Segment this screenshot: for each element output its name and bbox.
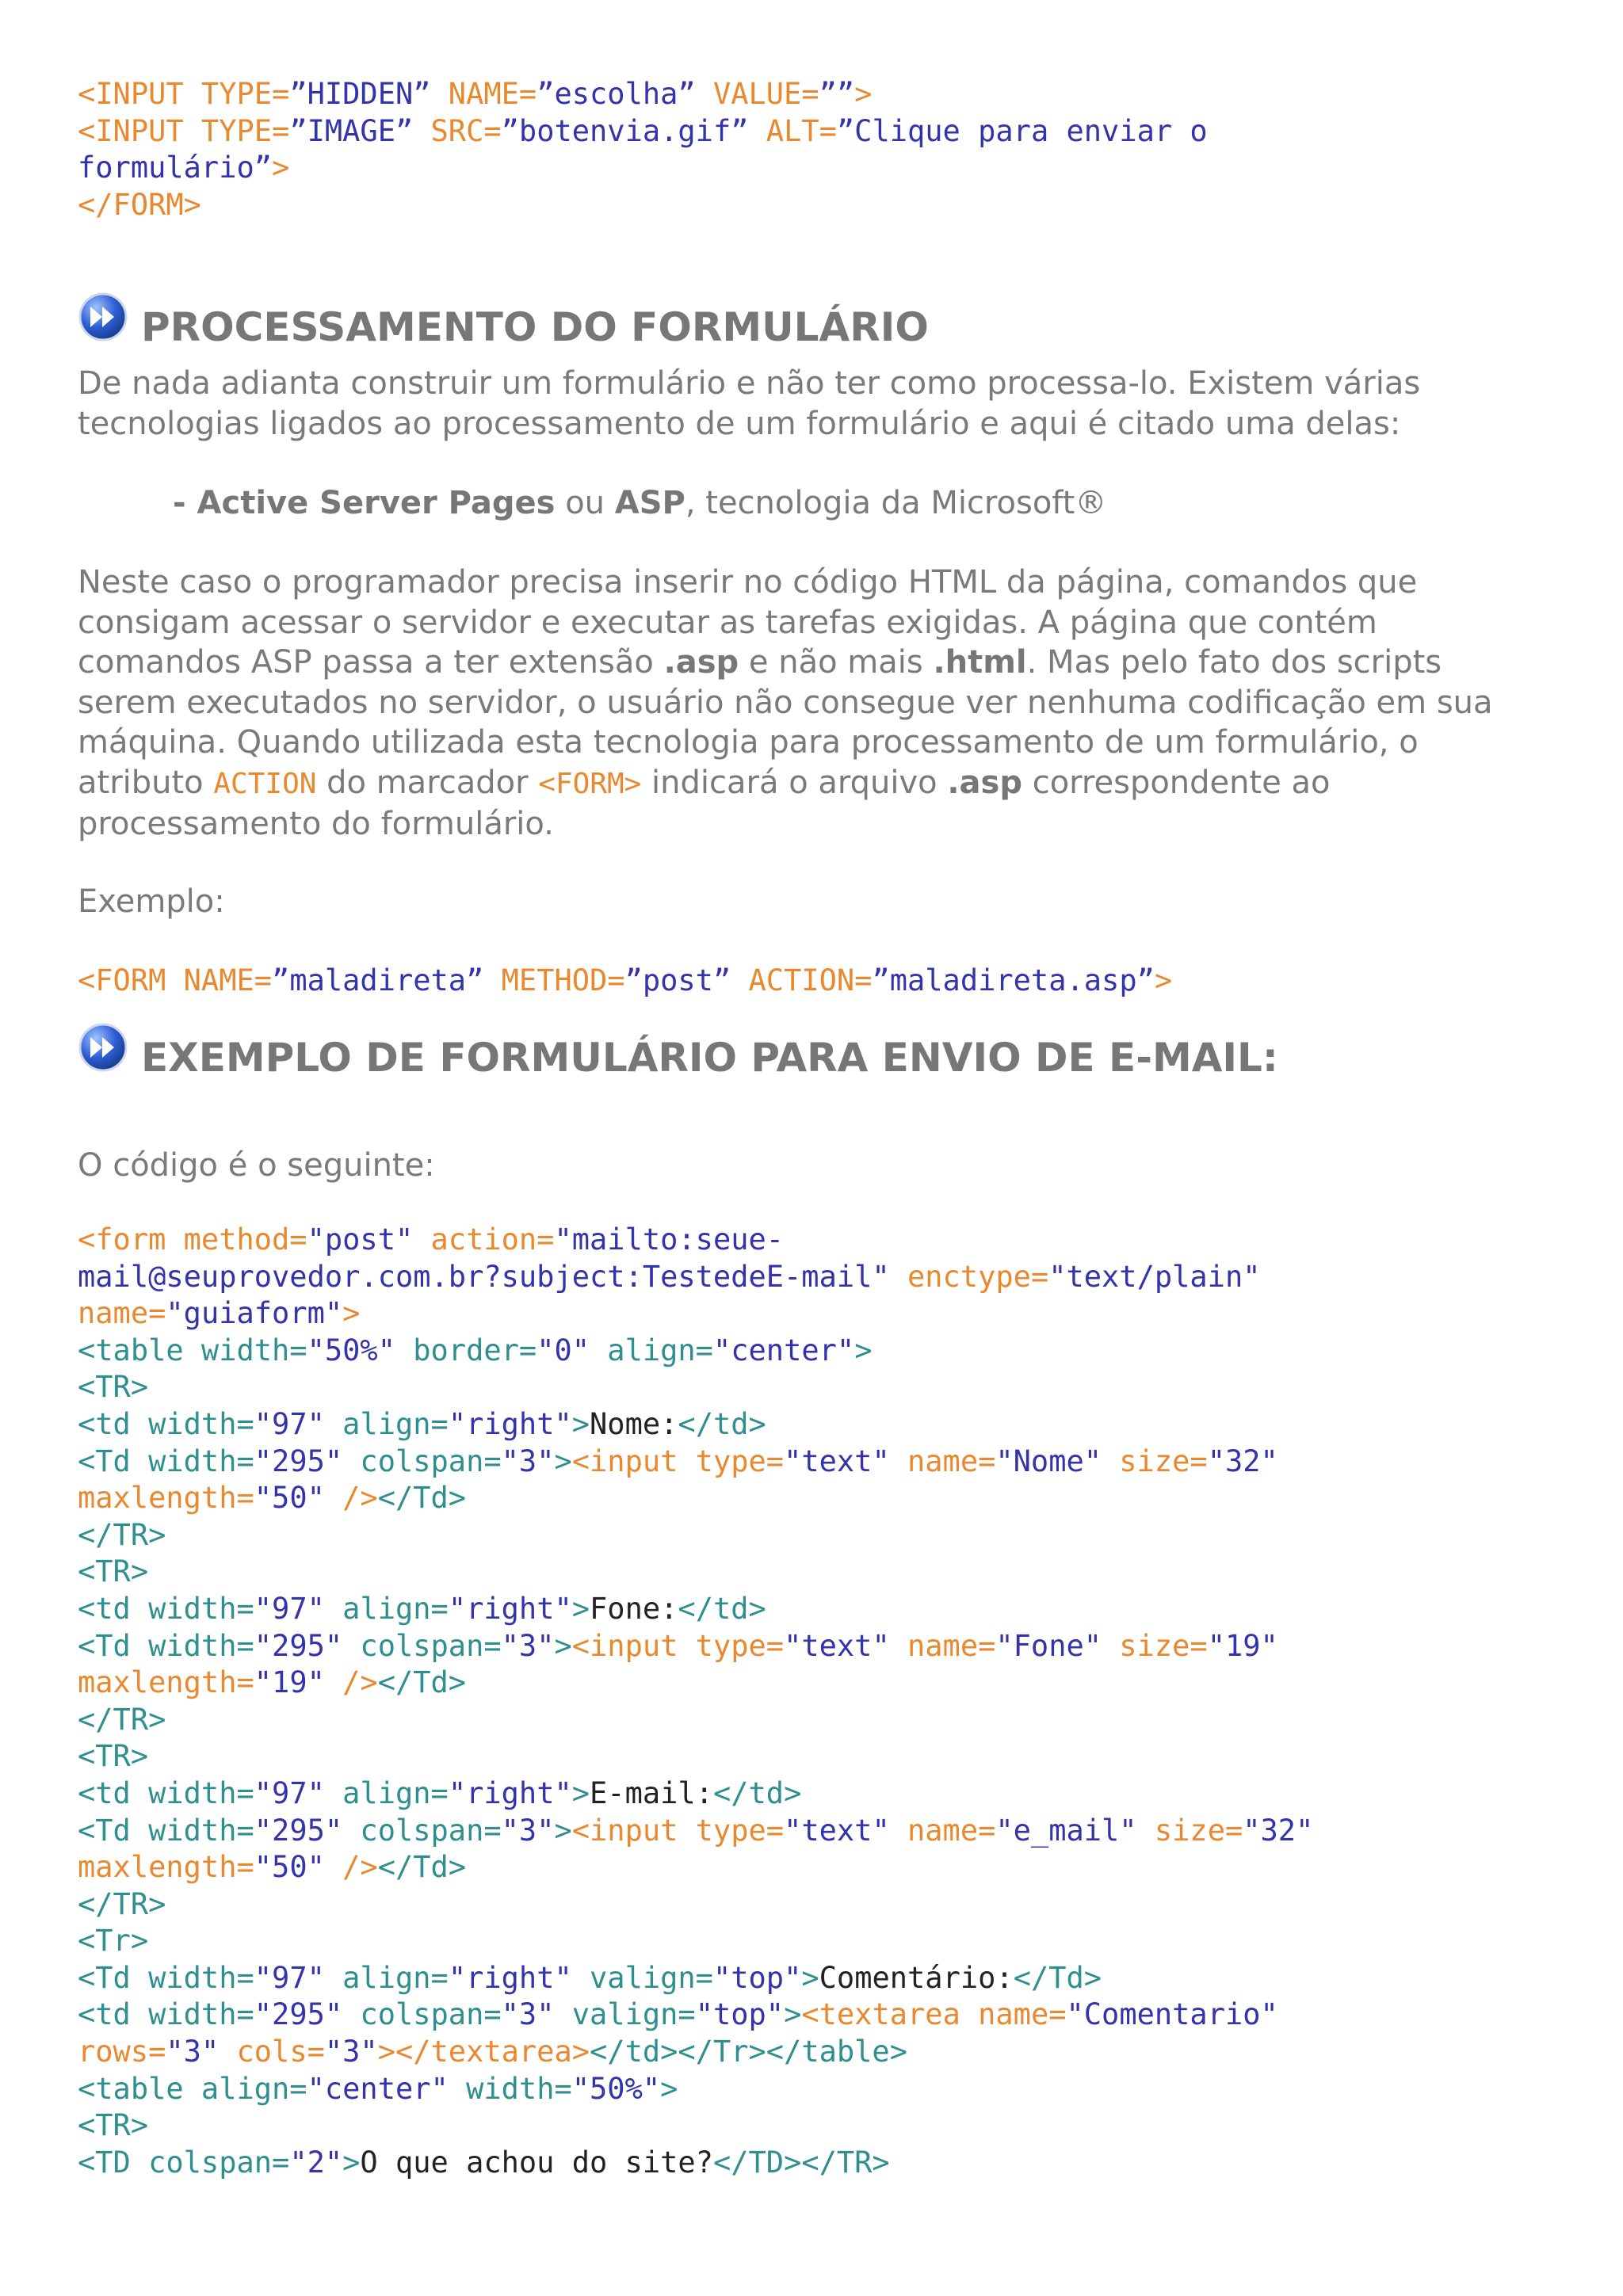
code-token: <Td width= — [78, 1960, 254, 1995]
section-heading-exemplo — [78, 1030, 1552, 1081]
code-token: <TR> — [78, 1739, 149, 1774]
text-line: consigam acessar o servidor e executar as tarefas exigidas. A página que contém — [78, 604, 1377, 641]
code-token: ”Clique para enviar o — [836, 113, 1208, 148]
code-token: <TR> — [78, 1554, 149, 1589]
code-token: </TR> — [78, 1517, 166, 1552]
code-token: size= — [1102, 1444, 1208, 1478]
code-block-main — [78, 1222, 1552, 2181]
code-token: ”maladireta.asp” — [872, 963, 1155, 997]
code-line — [78, 2107, 1552, 2145]
code-line — [78, 1259, 1552, 1296]
code-token: > — [571, 1406, 590, 1441]
code-token: "3" — [501, 1813, 555, 1848]
code-token: <INPUT TYPE= — [78, 113, 290, 148]
code-block-example — [78, 963, 1552, 1000]
code-token: <td width= — [78, 1591, 254, 1626]
code-token: <td width= — [78, 1406, 254, 1441]
code-token: > — [854, 77, 873, 111]
code-line — [78, 1295, 1552, 1333]
text-line: Neste caso o programador precisa inserir no código HTML da página, comandos que — [78, 564, 1418, 601]
code-token: "19" — [254, 1665, 325, 1700]
code-line — [78, 1591, 1552, 1628]
code-token: "97" — [254, 1591, 325, 1626]
bullet-text: , tecnologia da Microsoft® — [685, 485, 1107, 521]
code-line — [78, 76, 1552, 113]
code-token: </td></Tr></table> — [590, 2035, 907, 2069]
code-line — [78, 1554, 1552, 1591]
code-token: "50" — [254, 1850, 325, 1885]
code-token: </td> — [712, 1775, 802, 1810]
code-line — [78, 1997, 1552, 2034]
code-token: </Td> — [377, 1481, 467, 1516]
inline-code: <FORM> — [538, 767, 642, 800]
code-token: action= — [413, 1222, 555, 1257]
code-token: ”IMAGE” — [289, 113, 414, 148]
code-token: cols= — [219, 2035, 325, 2069]
code-token: name= — [889, 1813, 996, 1848]
code-line — [78, 1628, 1552, 1665]
code-token: "32" — [1243, 1813, 1314, 1848]
text-run: atributo — [78, 764, 214, 801]
code-token: name= — [889, 1444, 996, 1478]
code-token: align= — [324, 1406, 449, 1441]
code-token: SRC= — [413, 113, 502, 148]
code-token: O que achou do site? — [360, 2145, 713, 2180]
code-token: "295" — [254, 1444, 343, 1478]
code-token: /> — [324, 1665, 378, 1700]
code-token: maxlength= — [78, 1665, 254, 1700]
code-token: "97" — [254, 1960, 325, 1995]
code-token: > — [784, 1997, 802, 2032]
code-line — [78, 1960, 1552, 1997]
code-line — [78, 1406, 1552, 1444]
code-token: colspan= — [342, 1444, 502, 1478]
code-token: </Td> — [1013, 1960, 1102, 1995]
text-run: e não mais — [739, 644, 934, 681]
code-token: </TD></TR> — [712, 2145, 890, 2180]
code-token: > — [272, 151, 290, 185]
code-token: /> — [324, 1481, 378, 1516]
code-token: <Td width= — [78, 1813, 254, 1848]
code-token: "3" — [166, 2035, 220, 2069]
code-line — [78, 150, 1552, 187]
code-token: align= — [324, 1960, 449, 1995]
code-line — [78, 1886, 1552, 1924]
code-token: "right" — [448, 1591, 572, 1626]
code-token: valign= — [571, 1960, 713, 1995]
code-token: <TR> — [78, 1370, 149, 1405]
code-token: maxlength= — [78, 1481, 254, 1516]
code-token: ”” — [819, 77, 855, 111]
code-token: <input type= — [571, 1444, 785, 1478]
code-token: <td width= — [78, 1775, 254, 1810]
code-token: Fone: — [590, 1591, 678, 1626]
code-token: "3" — [501, 1444, 555, 1478]
code-token: > — [342, 1296, 361, 1331]
code-token: "3" — [324, 2035, 378, 2069]
text-line: serem executados no servidor, o usuário não consegue ver nenhuma codificação em sua — [78, 684, 1493, 721]
bullet-text: ou — [555, 485, 615, 521]
code-block-top — [78, 76, 1552, 223]
text-line: máquina. Quando utilizada esta tecnologia para processamento de um formulário, o — [78, 724, 1419, 761]
code-token: "right" — [448, 1960, 572, 1995]
code-token: colspan= — [342, 1997, 502, 2032]
code-token: "Comentario" — [1066, 1997, 1278, 2032]
code-token: <table width= — [78, 1333, 307, 1367]
code-token: ”escolha” — [537, 77, 696, 111]
code-token: "text" — [784, 1813, 890, 1848]
body-paragraph — [78, 563, 1552, 845]
code-token: "text" — [784, 1628, 890, 1663]
code-token: "50%" — [307, 1333, 395, 1367]
code-token: "text" — [784, 1444, 890, 1478]
code-line — [78, 1444, 1552, 1481]
code-token: <Td width= — [78, 1628, 254, 1663]
code-token: ”post” — [624, 963, 731, 997]
code-line — [78, 1923, 1552, 1960]
code-token: ”HIDDEN” — [289, 77, 431, 111]
code-token: </TR> — [78, 1886, 166, 1921]
code-token: <Tr> — [78, 1924, 149, 1958]
fast-forward-icon — [78, 1022, 128, 1073]
code-token: colspan= — [342, 1813, 502, 1848]
code-token: "center" — [307, 2071, 449, 2106]
code-line — [78, 1738, 1552, 1775]
code-token: <textarea name= — [801, 1997, 1067, 2032]
text-run: comandos ASP passa a ter extensão — [78, 644, 664, 681]
section-title: PROCESSAMENTO DO FORMULÁRIO — [141, 304, 929, 350]
code-token: enctype= — [889, 1259, 1049, 1294]
code-token: > — [554, 1628, 572, 1663]
code-token: "19" — [1207, 1628, 1278, 1663]
code-token: <form method= — [78, 1222, 307, 1257]
code-token: > — [854, 1333, 873, 1367]
code-token: E-mail: — [590, 1775, 713, 1810]
code-token: "97" — [254, 1406, 325, 1441]
code-token: </FORM> — [78, 187, 201, 222]
code-line — [78, 963, 1552, 1000]
code-token: "50" — [254, 1481, 325, 1516]
code-token: ALT= — [748, 113, 837, 148]
code-line — [78, 1222, 1552, 1259]
code-token: "text/plain" — [1048, 1259, 1261, 1294]
code-line — [78, 2034, 1552, 2071]
code-token: "right" — [448, 1406, 572, 1441]
code-token: <INPUT TYPE= — [78, 77, 290, 111]
code-line — [78, 1517, 1552, 1554]
code-line — [78, 1849, 1552, 1886]
code-line — [78, 1480, 1552, 1517]
code-line — [78, 113, 1552, 151]
code-line — [78, 2071, 1552, 2108]
code-token: </td> — [678, 1591, 766, 1626]
code-token: maxlength= — [78, 1850, 254, 1885]
code-token: size= — [1136, 1813, 1243, 1848]
code-token: ”maladireta” — [272, 963, 484, 997]
code-token: <input type= — [571, 1628, 785, 1663]
code-token: </TR> — [78, 1702, 166, 1737]
text-line: tecnologias ligados ao processamento de um formulário e aqui é citado uma delas: — [78, 405, 1401, 442]
code-token: "e_mail" — [995, 1813, 1137, 1848]
code-token: "2" — [289, 2145, 343, 2180]
code-token: "295" — [254, 1813, 343, 1848]
bold-term: .asp — [947, 764, 1022, 801]
example-label: Exemplo: — [78, 883, 225, 920]
code-token: METHOD= — [483, 963, 625, 997]
code-token: name= — [78, 1296, 166, 1331]
code-token: > — [1154, 963, 1173, 997]
code-token: "Nome" — [995, 1444, 1102, 1478]
code-token: <FORM NAME= — [78, 963, 273, 997]
code-intro: O código é o seguinte: — [78, 1147, 435, 1184]
code-token: > — [554, 1813, 572, 1848]
code-token: formulário” — [78, 151, 273, 185]
text-line — [78, 763, 1552, 805]
code-token: border= — [395, 1333, 537, 1367]
code-token: > — [342, 2145, 361, 2180]
code-token: <TR> — [78, 2108, 149, 2143]
code-token: "top" — [712, 1960, 802, 1995]
code-token: > — [571, 1591, 590, 1626]
code-token: "0" — [537, 1333, 590, 1367]
code-token: <Td width= — [78, 1444, 254, 1478]
code-token: "97" — [254, 1775, 325, 1810]
bullet-term: ASP — [614, 485, 685, 521]
code-token: NAME= — [430, 77, 537, 111]
bold-term: .asp — [663, 644, 739, 681]
code-token: ”botenvia.gif” — [501, 113, 749, 148]
code-token: ></textarea> — [377, 2035, 590, 2069]
code-token: > — [554, 1444, 572, 1478]
bullet-term: - Active Server Pages — [173, 485, 556, 521]
bold-term: .html — [933, 644, 1027, 681]
code-token: align= — [324, 1775, 449, 1810]
bullet-asp — [173, 483, 1623, 524]
code-token: "guiaform" — [166, 1296, 343, 1331]
code-line — [78, 1702, 1552, 1739]
code-token: </Td> — [377, 1665, 467, 1700]
code-line — [78, 1333, 1552, 1370]
code-token: align= — [590, 1333, 713, 1367]
code-line — [78, 1813, 1552, 1850]
code-token: > — [801, 1960, 819, 1995]
code-token: "right" — [448, 1775, 572, 1810]
text-run: . Mas pelo fato dos scripts — [1026, 644, 1442, 681]
text-line: De nada adianta construir um formulário e não ter como processa-lo. Existem várias — [78, 365, 1421, 402]
code-token: "50%" — [571, 2071, 661, 2106]
code-token: "post" — [307, 1222, 414, 1257]
code-token: /> — [324, 1850, 378, 1885]
code-token: <input type= — [571, 1813, 785, 1848]
text-line: processamento do formulário. — [78, 806, 554, 842]
text-run: do marcador — [316, 764, 539, 801]
code-token: colspan= — [342, 1628, 502, 1663]
code-token: "295" — [254, 1628, 343, 1663]
code-token: align= — [324, 1591, 449, 1626]
code-token: Nome: — [590, 1406, 678, 1441]
code-token: <td width= — [78, 1997, 254, 2032]
code-line — [78, 1665, 1552, 1702]
code-token: <TD colspan= — [78, 2145, 290, 2180]
code-token: "Fone" — [995, 1628, 1102, 1663]
section-heading-processamento — [78, 299, 1552, 350]
code-token: "3" — [501, 1997, 555, 2032]
section-title: EXEMPLO DE FORMULÁRIO PARA ENVIO DE E-MAIL: — [141, 1035, 1278, 1081]
text-run: correspondente ao — [1022, 764, 1331, 801]
code-token: </td> — [678, 1406, 766, 1441]
code-token: > — [660, 2071, 678, 2106]
code-token: ACTION= — [731, 963, 873, 997]
intro-paragraph — [78, 364, 1552, 444]
code-token: Comentário: — [819, 1960, 1014, 1995]
code-line — [78, 1369, 1552, 1406]
code-token: width= — [448, 2071, 572, 2106]
code-token: size= — [1102, 1628, 1208, 1663]
code-token: mail@seuprovedor.com.br?subject:TestedeE-mail" — [78, 1259, 890, 1294]
code-token: valign= — [554, 1997, 696, 2032]
code-line — [78, 2145, 1552, 2182]
code-token: rows= — [78, 2035, 166, 2069]
text-line — [78, 643, 1552, 683]
code-token: "mailto:seue- — [554, 1222, 785, 1257]
text-run: indicará o arquivo — [641, 764, 948, 801]
code-token: "3" — [501, 1628, 555, 1663]
code-token: > — [571, 1775, 590, 1810]
code-token: "32" — [1207, 1444, 1278, 1478]
code-line — [78, 187, 1552, 224]
code-token: name= — [889, 1628, 996, 1663]
code-line — [78, 1775, 1552, 1813]
code-token: "center" — [712, 1333, 855, 1367]
code-token: <table align= — [78, 2071, 307, 2106]
code-token: VALUE= — [695, 77, 819, 111]
code-token: "top" — [695, 1997, 785, 2032]
code-token: </Td> — [377, 1850, 467, 1885]
inline-code: ACTION — [213, 767, 317, 800]
code-token: "295" — [254, 1997, 343, 2032]
fast-forward-icon — [78, 292, 128, 342]
